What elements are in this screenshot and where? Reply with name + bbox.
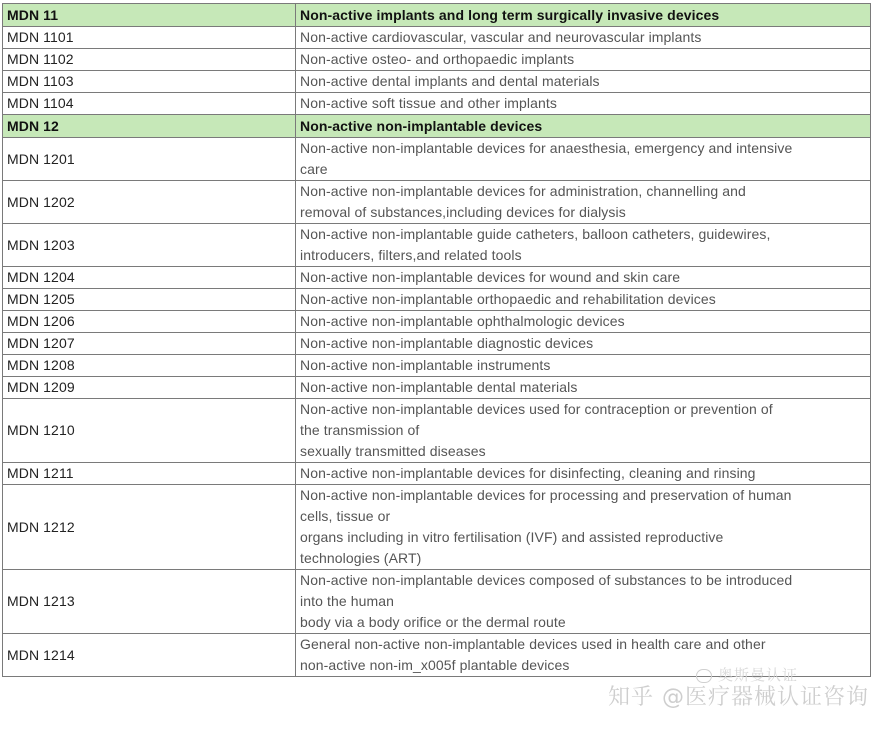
mdn-code-cell: MDN 1211 <box>3 463 296 485</box>
mdn-table-body <box>3 4 871 677</box>
watermark-main-text: 知乎 @医疗器械认证咨询 <box>608 685 869 710</box>
table-group-row <box>3 115 871 138</box>
mdn-description-cell <box>296 71 871 93</box>
mdn-description-cell <box>296 224 871 267</box>
mdn-description-cell <box>296 115 871 138</box>
mdn-code-cell: MDN 1101 <box>3 27 296 49</box>
mdn-description-cell <box>296 49 871 71</box>
table-row <box>3 138 871 181</box>
mdn-description-cell <box>296 181 871 224</box>
description-line: organs including in vitro fertilisation (IVF) and assisted reproductive <box>300 529 724 545</box>
table-row <box>3 333 871 355</box>
table-row <box>3 27 871 49</box>
mdn-description-cell <box>296 399 871 463</box>
description-line: into the human <box>300 593 395 609</box>
mdn-description-cell <box>296 267 871 289</box>
description-line: Non-active implants and long term surgically invasive devices <box>300 6 720 23</box>
table-row <box>3 267 871 289</box>
mdn-code-cell: MDN 1209 <box>3 377 296 399</box>
mdn-description-cell <box>296 570 871 634</box>
mdn-code-cell: MDN 1103 <box>3 71 296 93</box>
description-line: Non-active non-implantable devices for wound and skin care <box>300 269 681 285</box>
mdn-description-cell <box>296 485 871 570</box>
table-row <box>3 181 871 224</box>
description-line: Non-active non-implantable devices for processing and preservation of human <box>300 487 792 503</box>
description-line: cells, tissue or <box>300 508 391 524</box>
mdn-description-cell <box>296 311 871 333</box>
description-line: Non-active non-implantable devices for disinfecting, cleaning and rinsing <box>300 465 756 481</box>
description-line: General non-active non-implantable devices used in health care and other <box>300 636 766 652</box>
mdn-code-cell: MDN 1202 <box>3 181 296 224</box>
mdn-description-cell <box>296 333 871 355</box>
description-line: Non-active non-implantable devices for administration, channelling and <box>300 183 746 199</box>
description-line: Non-active non-implantable devices used for contraception or prevention of <box>300 401 773 417</box>
description-line: Non-active non-implantable guide catheters, balloon catheters, guidewires, <box>300 226 771 242</box>
table-row <box>3 399 871 463</box>
description-line: body via a body orifice or the dermal route <box>300 614 566 630</box>
mdn-code-cell: MDN 1206 <box>3 311 296 333</box>
description-line: care <box>300 161 328 177</box>
description-line: the transmission of <box>300 422 420 438</box>
table-row <box>3 93 871 115</box>
description-line: Non-active non-implantable devices composed of substances to be introduced <box>300 572 793 588</box>
mdn-code-cell: MDN 11 <box>3 4 296 27</box>
watermark-top-text: 奥斯曼认证 <box>718 667 799 684</box>
mdn-code-cell: MDN 1104 <box>3 93 296 115</box>
description-line: Non-active non-implantable devices <box>300 117 543 134</box>
description-line: Non-active non-implantable ophthalmologic devices <box>300 313 625 329</box>
mdn-code-cell: MDN 1204 <box>3 267 296 289</box>
description-line: Non-active non-implantable instruments <box>300 357 551 373</box>
description-line: Non-active cardiovascular, vascular and neurovascular implants <box>300 29 702 45</box>
mdn-code-cell: MDN 1102 <box>3 49 296 71</box>
mdn-description-cell <box>296 634 871 677</box>
description-line: introducers, filters,and related tools <box>300 247 522 263</box>
description-line: Non-active soft tissue and other implants <box>300 95 558 111</box>
mdn-description-cell <box>296 463 871 485</box>
mdn-code-cell: MDN 1212 <box>3 485 296 570</box>
description-line: Non-active osteo- and orthopaedic implants <box>300 51 575 67</box>
table-group-row <box>3 4 871 27</box>
description-line: Non-active non-implantable dental materials <box>300 379 578 395</box>
mdn-code-cell: MDN 1203 <box>3 224 296 267</box>
mdn-description-cell <box>296 355 871 377</box>
mdn-code-cell: MDN 12 <box>3 115 296 138</box>
mdn-code-cell: MDN 1207 <box>3 333 296 355</box>
mdn-code-cell: MDN 1214 <box>3 634 296 677</box>
table-row <box>3 49 871 71</box>
description-line: sexually transmitted diseases <box>300 443 486 459</box>
mdn-code-cell: MDN 1201 <box>3 138 296 181</box>
table-row <box>3 311 871 333</box>
table-row <box>3 634 871 677</box>
mdn-code-cell: MDN 1210 <box>3 399 296 463</box>
table-row <box>3 463 871 485</box>
table-row <box>3 485 871 570</box>
mdn-description-cell <box>296 27 871 49</box>
description-line: technologies (ART) <box>300 550 422 566</box>
mdn-code-cell: MDN 1213 <box>3 570 296 634</box>
description-line: removal of substances,including devices for dialysis <box>300 204 626 220</box>
mdn-description-cell <box>296 289 871 311</box>
mdn-code-cell: MDN 1205 <box>3 289 296 311</box>
mdn-description-cell <box>296 93 871 115</box>
mdn-code-cell: MDN 1208 <box>3 355 296 377</box>
description-line: Non-active dental implants and dental materials <box>300 73 600 89</box>
description-line: non-active non-im_x005f plantable devices <box>300 657 570 673</box>
mdn-description-cell <box>296 138 871 181</box>
table-row <box>3 224 871 267</box>
mdn-description-cell <box>296 377 871 399</box>
table-row <box>3 355 871 377</box>
mdn-codes-table <box>2 3 871 677</box>
table-row <box>3 570 871 634</box>
table-row <box>3 377 871 399</box>
description-line: Non-active non-implantable orthopaedic and rehabilitation devices <box>300 291 716 307</box>
mdn-description-cell <box>296 4 871 27</box>
table-row <box>3 289 871 311</box>
table-row <box>3 71 871 93</box>
description-line: Non-active non-implantable diagnostic devices <box>300 335 594 351</box>
description-line: Non-active non-implantable devices for anaesthesia, emergency and intensive <box>300 140 793 156</box>
